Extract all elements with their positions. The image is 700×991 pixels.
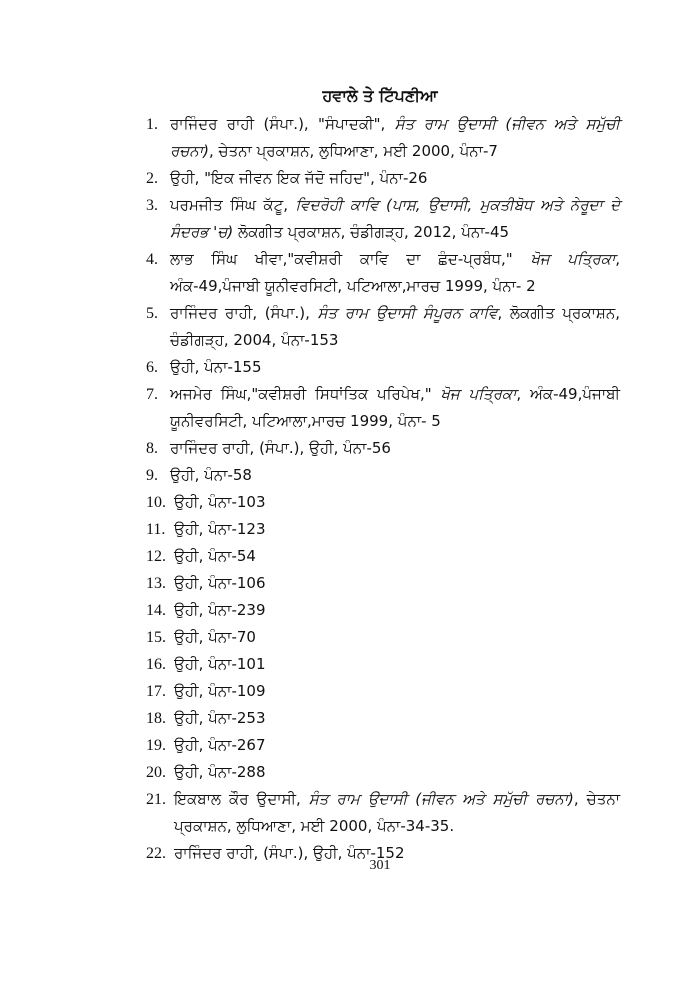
- reference-number: 7.: [146, 386, 158, 403]
- reference-text: , ਚੇਤਨਾ ਪ੍ਰਕਾਸ਼ਨ, ਲੁਧਿਆਣਾ, ਮਈ 2000, ਪੰਨਾ-7: [208, 142, 498, 160]
- reference-text: ਰਾਜਿੰਦਰ ਰਾਹੀ, (ਸੰਪਾ.),: [170, 304, 318, 322]
- reference-number: 5.: [146, 305, 158, 322]
- reference-number: 6.: [146, 359, 158, 376]
- reference-item: [146, 300, 620, 354]
- reference-text: ਲੋਕਗੀਤ ਪ੍ਰਕਾਸ਼ਨ, ਚੰਡੀਗੜ੍ਹ, 2012, ਪੰਨਾ-45: [233, 223, 510, 241]
- reference-number: 8.: [146, 440, 158, 457]
- reference-number: 21.: [146, 791, 166, 808]
- reference-item: [146, 111, 620, 165]
- reference-text: ਪਰਮਜੀਤ ਸਿੰਘ ਕੱਟੂ,: [170, 196, 296, 214]
- reference-text: , ਅੰਕ-49,ਪੰਜਾਬੀ ਯੂਨੀਵਰਸਿਟੀ, ਪਟਿਆਲਾ,ਮਾਰਚ 1999, ਪੰਨਾ- 5: [170, 385, 621, 430]
- reference-number: 9.: [146, 467, 158, 484]
- reference-title: ਸੰਤ ਰਾਮ ਉਦਾਸੀ ਸੰਪੂਰਨ ਕਾਵਿ: [317, 304, 498, 322]
- reference-title: ਖੋਜ ਪਤ੍ਰਿਕਾ: [530, 250, 616, 268]
- reference-text: , ਅੰਕ-49,ਪੰਜਾਬੀ ਯੂਨੀਵਰਸਿਟੀ, ਪਟਿਆਲਾ,ਮਾਰਚ 1999, ਪੰਨਾ- 2: [170, 250, 621, 295]
- reference-item: [146, 705, 620, 732]
- reference-item: [146, 516, 620, 543]
- reference-text: ਉਹੀ, ਪੰਨਾ-109: [174, 682, 266, 700]
- reference-item: [146, 354, 620, 381]
- reference-number: 1.: [146, 116, 158, 133]
- reference-number: 19.: [146, 737, 166, 754]
- reference-item: [146, 570, 620, 597]
- reference-text: ਉਹੀ, ਪੰਨਾ-267: [174, 736, 266, 754]
- reference-item: [146, 543, 620, 570]
- reference-text: ਇਕਬਾਲ ਕੌਰ ਉਦਾਸੀ,: [174, 790, 309, 808]
- reference-text: ਉਹੀ, ਪੰਨਾ-103: [174, 493, 266, 511]
- reference-item: [146, 192, 620, 246]
- reference-item: [146, 246, 620, 300]
- reference-item: [146, 651, 620, 678]
- reference-text: ਉਹੀ, ਪੰਨਾ-155: [170, 358, 262, 376]
- reference-item: [146, 489, 620, 516]
- reference-text: ਉਹੀ, ਪੰਨਾ-58: [170, 466, 252, 484]
- reference-item: [146, 786, 620, 840]
- reference-number: 22.: [146, 845, 166, 862]
- reference-number: 14.: [146, 602, 166, 619]
- reference-text: ਉਹੀ, ਪੰਨਾ-253: [174, 709, 266, 727]
- reference-text: ਉਹੀ, ਪੰਨਾ-101: [174, 655, 266, 673]
- reference-number: 4.: [146, 251, 158, 268]
- reference-item: [146, 732, 620, 759]
- reference-text: ਉਹੀ, ਪੰਨਾ-54: [174, 547, 256, 565]
- reference-title: ਸੰਤ ਰਾਮ ਉਦਾਸੀ (ਜੀਵਨ ਅਤੇ ਸਮੁੱਚੀ ਰਚਨਾ): [308, 790, 574, 808]
- reference-item: [146, 165, 620, 192]
- reference-number: 16.: [146, 656, 166, 673]
- reference-text: ਅਜਮੇਰ ਸਿੰਘ,"ਕਵੀਸ਼ਰੀ ਸਿਧਾਂਤਿਕ ਪਰਿਪੇਖ,": [170, 385, 441, 403]
- reference-number: 10.: [146, 494, 166, 511]
- reference-item: [146, 462, 620, 489]
- reference-text: ਲਾਭ ਸਿੰਘ ਖੀਵਾ,"ਕਵੀਸ਼ਰੀ ਕਾਵਿ ਦਾ ਛੰਦ-ਪ੍ਰਬੰਧ,": [170, 250, 531, 268]
- reference-text: ਉਹੀ, ਪੰਨਾ-70: [174, 628, 256, 646]
- reference-number: 13.: [146, 575, 166, 592]
- reference-item: [146, 759, 620, 786]
- reference-item: [146, 624, 620, 651]
- reference-number: 18.: [146, 710, 166, 727]
- reference-number: 3.: [146, 197, 158, 214]
- page-title: ਹਵਾਲੇ ਤੇ ਟਿੱਪਣੀਆ: [322, 86, 438, 105]
- reference-text: ਰਾਜਿੰਦਰ ਰਾਹੀ (ਸੰਪਾ.), "ਸੰਪਾਦਕੀ",: [170, 115, 395, 133]
- reference-number: 17.: [146, 683, 166, 700]
- reference-item: [146, 678, 620, 705]
- reference-title: ਵਿਦਰੋਹੀ ਕਾਵਿ (ਪਾਸ਼, ਉਦਾਸੀ, ਮੁਕਤੀਬੋਧ ਅਤੇ ਨੇਰੂਦਾ ਦੇ ਸੰਦਰਭ 'ਚ): [170, 196, 620, 241]
- reference-text: ਰਾਜਿੰਦਰ ਰਾਹੀ, (ਸੰਪਾ.), ਉਹੀ, ਪੰਨਾ-56: [170, 439, 391, 457]
- reference-title: ਸੰਤ ਰਾਮ ਉਦਾਸੀ (ਜੀਵਨ ਅਤੇ ਸਮੁੱਚੀ ਰਚਨਾ): [170, 115, 620, 160]
- reference-item: [146, 381, 620, 435]
- references-list: [146, 111, 620, 867]
- reference-item: [146, 435, 620, 462]
- reference-text: ਰਾਜਿੰਦਰ ਰਾਹੀ, (ਸੰਪਾ.), ਉਹੀ, ਪੰਨਾ-152: [174, 844, 405, 862]
- reference-text: ਉਹੀ, ਪੰਨਾ-239: [174, 601, 266, 619]
- reference-number: 2.: [146, 170, 158, 187]
- page-number: 301: [369, 858, 391, 873]
- reference-text: ਉਹੀ, "ਇਕ ਜੀਵਨ ਇਕ ਜੱਦੋ ਜਹਿਦ", ਪੰਨਾ-26: [170, 169, 428, 187]
- reference-text: , ਚੇਤਨਾ ਪ੍ਰਕਾਸ਼ਨ, ਲੁਧਿਆਣਾ, ਮਈ 2000, ਪੰਨਾ-34-35.: [174, 790, 620, 835]
- reference-title: ਖੋਜ ਪਤ੍ਰਿਕਾ: [440, 385, 517, 403]
- reference-number: 11.: [146, 521, 166, 538]
- reference-text: , ਲੋਕਗੀਤ ਪ੍ਰਕਾਸ਼ਨ, ਚੰਡੀਗੜ੍ਹ, 2004, ਪੰਨਾ-153: [170, 304, 621, 349]
- reference-number: 12.: [146, 548, 166, 565]
- reference-number: 15.: [146, 629, 166, 646]
- reference-text: ਉਹੀ, ਪੰਨਾ-106: [174, 574, 266, 592]
- reference-item: [146, 597, 620, 624]
- reference-number: 20.: [146, 764, 166, 781]
- reference-text: ਉਹੀ, ਪੰਨਾ-288: [174, 763, 266, 781]
- reference-text: ਉਹੀ, ਪੰਨਾ-123: [174, 520, 266, 538]
